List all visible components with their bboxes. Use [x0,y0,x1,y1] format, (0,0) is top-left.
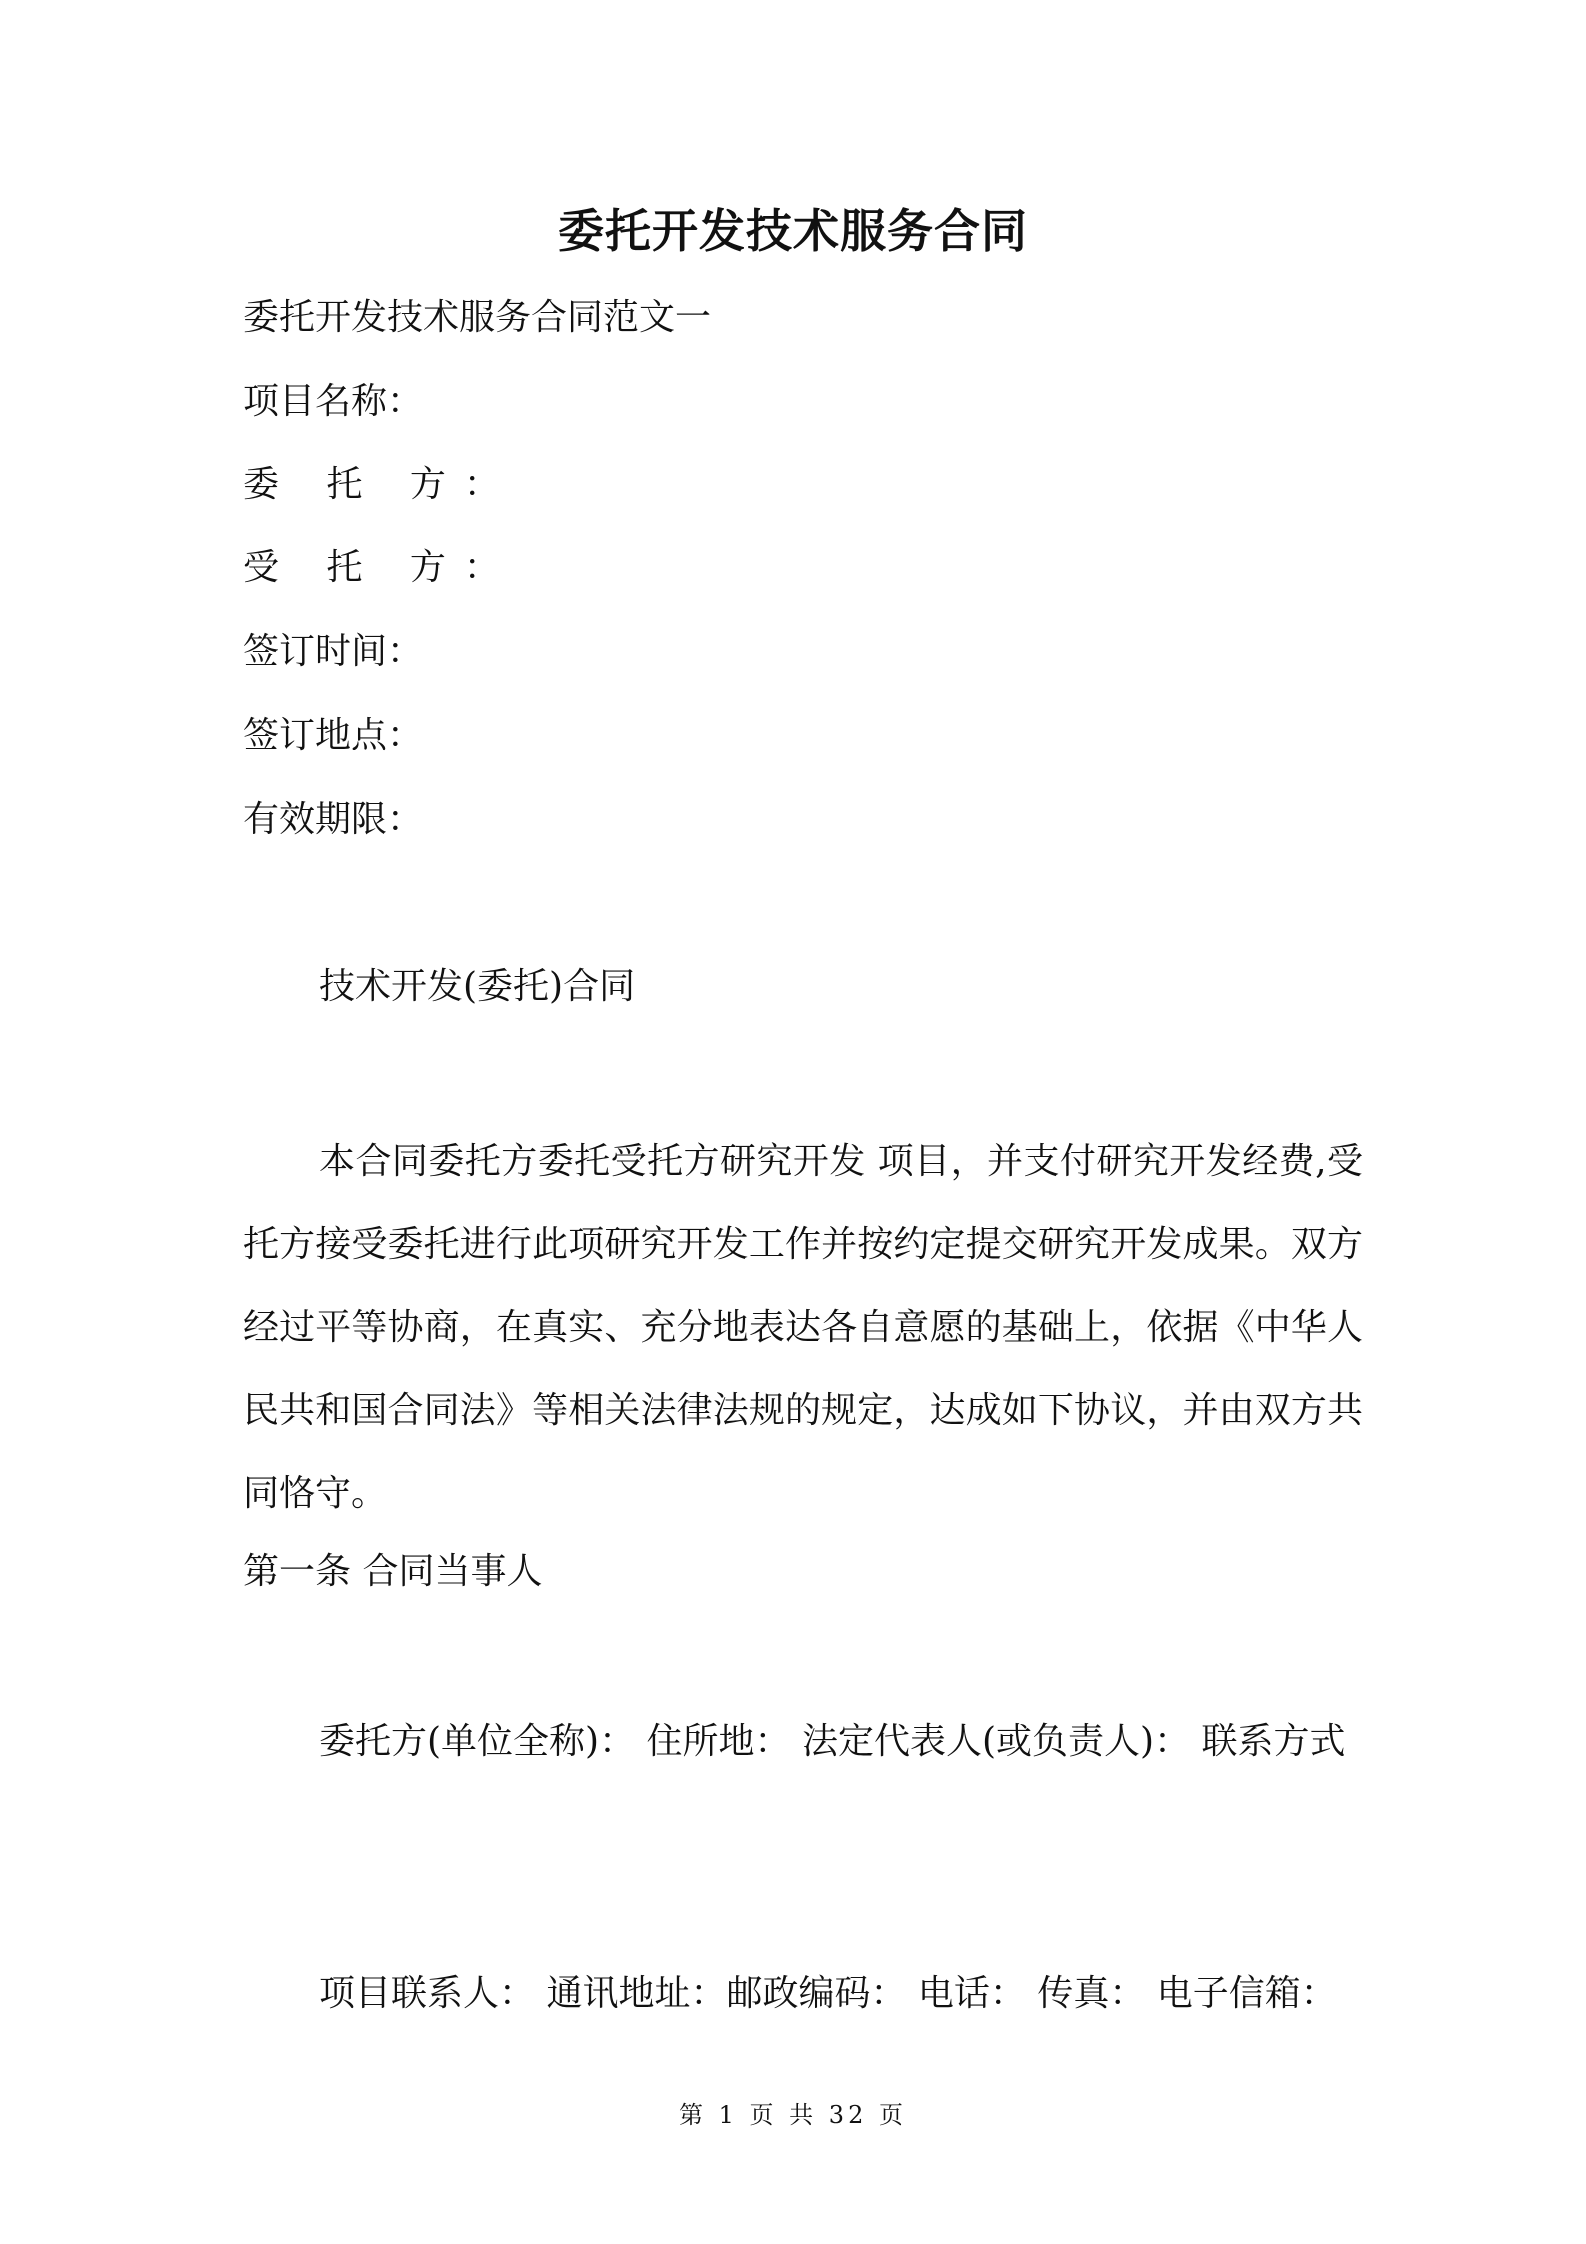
document-subtitle: 委托开发技术服务合同范文一 [243,297,712,338]
intro-paragraph: 本合同委托方委托受托方研究开发 项目，并支付研究开发经费,受托方接受委托进行此项研究开发工作并按约定提交研究开发成果。双方经过平等协商，在真实、充分地表达各自意愿的基础上，依据《中华人民共和国合同法》等相关法律法规的规定，达成如下协议，并由双方共同恪守。 [243,1141,1363,1514]
field-client: 委 托 方： [243,464,518,505]
contact-info-line: 项目联系人： 通讯地址：邮政编码： 电话： 传真： 电子信箱： [319,1973,1337,2014]
document-title: 委托开发技术服务合同 [558,204,1028,258]
article-one-heading: 第一条 合同当事人 [243,1551,543,1592]
client-info-paragraph: 委托方(单位全称)： 住所地： 法定代表人(或负责人)： 联系方式 [319,1721,1346,1762]
contract-heading: 技术开发(委托)合同 [319,966,636,1007]
field-contractor: 受 托 方： [243,547,518,588]
field-sign-place: 签订地点： [243,715,424,756]
field-sign-time: 签订时间： [243,631,424,672]
page-indicator: 第 1 页 共 32 页 [679,2101,907,2129]
field-validity: 有效期限： [243,799,424,840]
field-project-name: 项目名称： [243,381,424,422]
